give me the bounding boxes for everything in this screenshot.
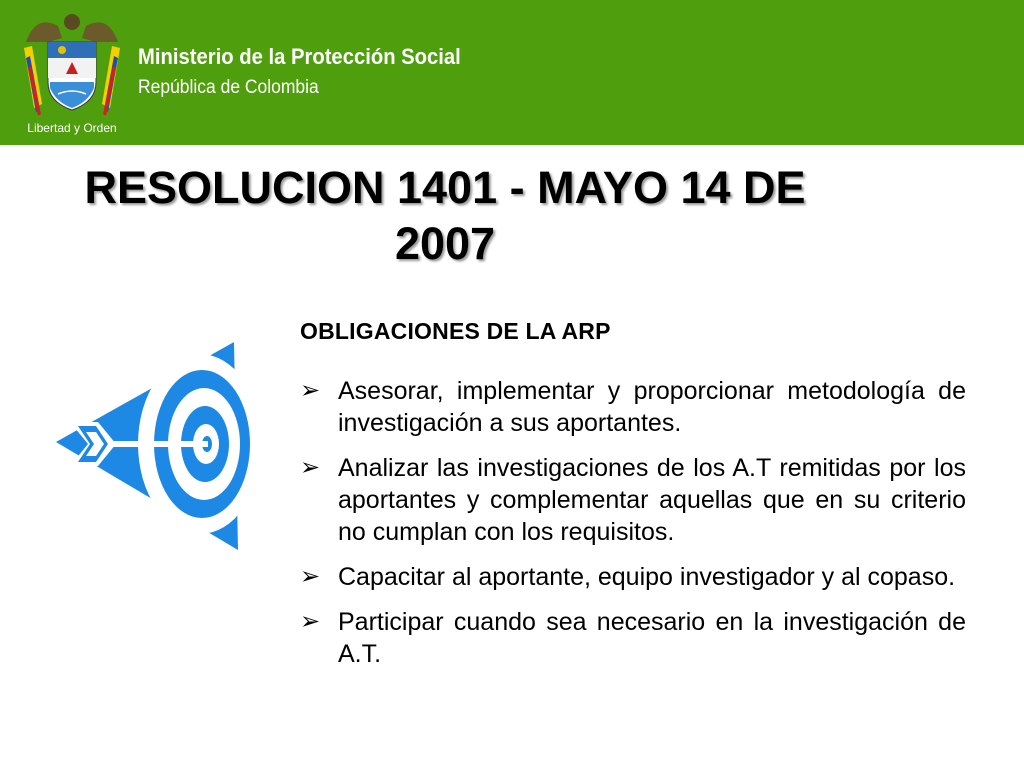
arrow-bullet-icon: ➢	[300, 377, 321, 404]
list-item	[300, 561, 966, 593]
list-item	[300, 606, 966, 670]
target-arrow-icon	[52, 340, 262, 552]
republic-name: República de Colombia	[138, 77, 319, 98]
arrow-bullet-icon: ➢	[300, 608, 321, 635]
arrow-bullet-icon: ➢	[300, 454, 321, 481]
slide-title	[0, 160, 890, 272]
ministry-name: Ministerio de la Protección Social	[138, 44, 461, 69]
obligations-list	[300, 375, 966, 670]
slide-title-line2: 2007	[394, 218, 496, 269]
section-subtitle: OBLIGACIONES DE LA ARP	[300, 318, 611, 344]
list-item-text: Asesorar, implementar y proporcionar metodología de investigación a sus aportantes.	[338, 377, 966, 437]
crest-motto: Libertad y Orden	[27, 121, 117, 135]
obligations-section	[300, 318, 966, 683]
header-banner	[0, 0, 1024, 145]
coat-of-arms-icon	[18, 8, 126, 140]
arrow-bullet-icon: ➢	[300, 563, 321, 590]
list-item	[300, 452, 966, 548]
list-item-text: Analizar las investigaciones de los A.T remitidas por los aportantes y complementar aquellas que en su criterio no cumplan con los requisitos.	[338, 454, 966, 546]
list-item-text: Participar cuando sea necesario en la investigación de A.T.	[338, 608, 966, 668]
list-item-text: Capacitar al aportante, equipo investigador y al copaso.	[338, 563, 956, 591]
slide-title-line1: RESOLUCION 1401 - MAYO 14 DE	[84, 162, 806, 213]
list-item	[300, 375, 966, 439]
